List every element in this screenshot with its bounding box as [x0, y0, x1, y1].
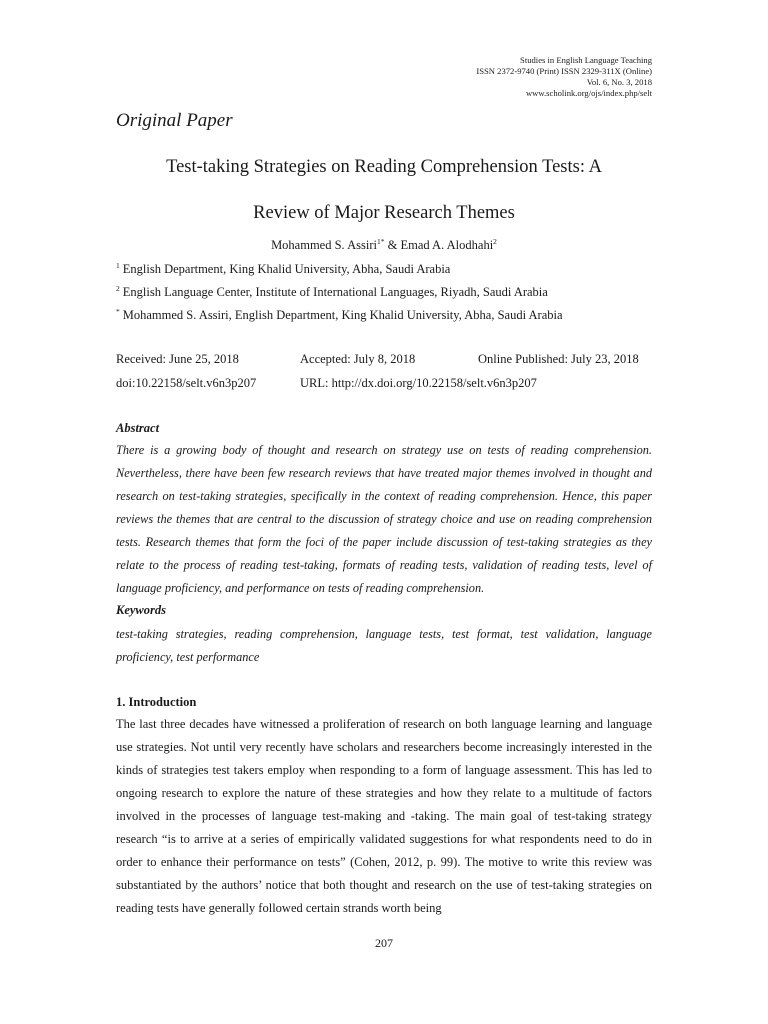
journal-name: Studies in English Language Teaching: [520, 55, 652, 65]
keywords-text: test-taking strategies, reading comprehension, language tests, test format, test validation, language proficiency, test performance: [116, 627, 652, 664]
author-1: Mohammed S. Assiri: [271, 238, 377, 253]
affiliation-text: English Language Center, Institute of International Languages, Riyadh, Saudi Arabia: [122, 285, 548, 300]
journal-header: [476, 55, 652, 99]
affiliation-text: Mohammed S. Assiri, English Department, King Khalid University, Abha, Saudi Arabia: [122, 308, 563, 323]
page-number: 207: [375, 936, 393, 950]
paper-title-line-2: Review of Major Research Themes: [253, 203, 515, 223]
author-line: [110, 237, 658, 253]
affiliation-mark: 1: [116, 261, 120, 270]
journal-volume: Vol. 6, No. 3, 2018: [586, 77, 652, 87]
paper-title-line-1: Test-taking Strategies on Reading Comprehension Tests: A: [166, 157, 602, 177]
accepted-date: Accepted: July 8, 2018: [300, 352, 416, 366]
journal-issn: ISSN 2372-9740 (Print) ISSN 2329-311X (Online): [476, 66, 652, 76]
doi: doi:10.22158/selt.v6n3p207: [116, 376, 257, 390]
paper-type: Original Paper: [116, 110, 233, 131]
keywords-heading: Keywords: [116, 603, 166, 617]
author-1-mark: 1*: [376, 237, 385, 246]
affiliation-mark: *: [116, 307, 120, 316]
author-2: Emad A. Alodhahi: [400, 238, 494, 253]
affiliation-1: [116, 261, 450, 277]
introduction-heading: 1. Introduction: [116, 695, 197, 709]
online-published-date: Online Published: July 23, 2018: [478, 352, 639, 366]
author-2-mark: 2: [493, 237, 497, 246]
abstract-text: There is a growing body of thought and research on strategy use on tests of reading comprehension. Nevertheless, there have been few research reviews that have treated major themes involved in thought and research on test-taking strategies, specifically in the context of reading comprehension. Hence, this paper reviews the themes that are central to the discussion of strategy choice and use on reading comprehension tests. Research themes that form the foci of the paper include discussion of test-taking strategies as they relate to the process of reading test-taking, formats of reading tests, validation of reading tests, level of language proficiency, and performance on tests of reading comprehension.: [116, 443, 652, 595]
abstract-heading: Abstract: [116, 421, 160, 435]
received-date: Received: June 25, 2018: [116, 352, 239, 366]
affiliation-2: [116, 284, 548, 300]
author-separator: &: [384, 238, 401, 253]
introduction-text: The last three decades have witnessed a proliferation of research on both language learning and language use strategies. Not until very recently have scholars and researchers become increasingly interested in the kinds of strategies test takers employ when responding to a form of language assessment. This has led to ongoing research to explore the nature of these strategies and how they relate to a multitude of factors involved in the processes of language test-making and -taking. The main goal of test-taking strategy research “is to arrive at a series of empirically validated suggestions for what respondents need to do in order to enhance their performance on tests” (Cohen, 2012, p. 99). The motive to write this review was substantiated by the authors’ notice that both thought and research on the use of test-taking strategies on reading tests have generally followed certain strands worth being: [116, 717, 652, 915]
affiliation-text: English Department, King Khalid University, Abha, Saudi Arabia: [122, 262, 451, 277]
journal-url: www.scholink.org/ojs/index.php/selt: [525, 88, 652, 98]
doi-url-link[interactable]: URL: http://dx.doi.org/10.22158/selt.v6n3p207: [300, 376, 537, 390]
affiliation-corresponding: [116, 307, 563, 323]
affiliation-mark: 2: [116, 284, 120, 293]
